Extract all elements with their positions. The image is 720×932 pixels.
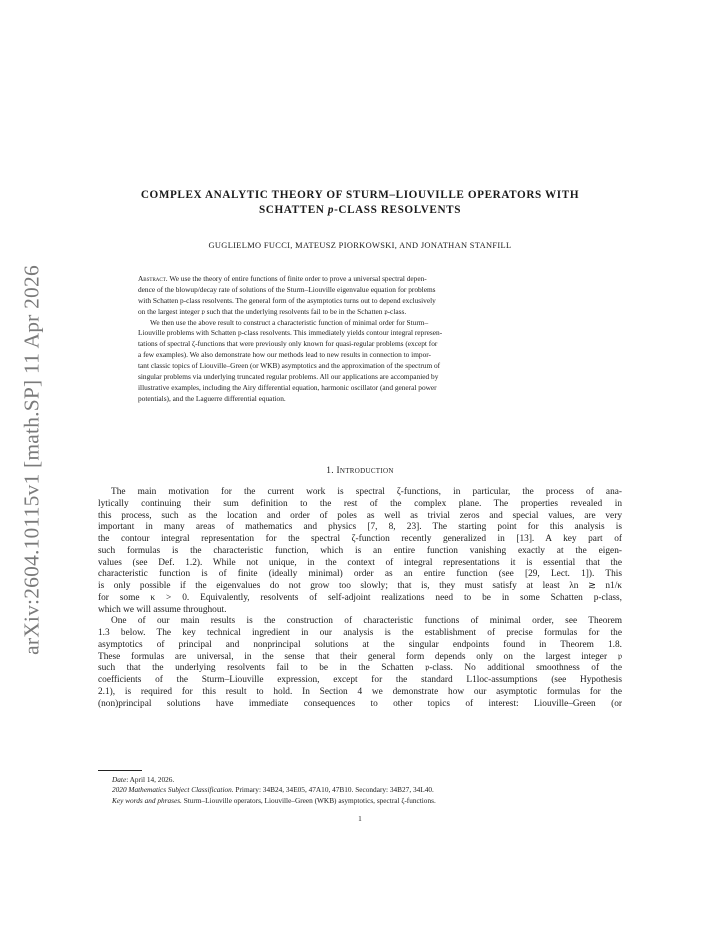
body-line: One of our main results is the construction of characteristic functions of minimal order, see Theorem <box>111 616 622 627</box>
arxiv-id-text: arXiv:2604.10115v1 [math.SP] 11 Apr 2026 <box>19 265 44 655</box>
abstract-line: dence of the blowup/decay rate of solutions of the Sturm–Liouville eigenvalue equation for problems <box>138 284 436 294</box>
footnotes <box>112 775 622 806</box>
body-line: asymptotics of principal and nonprincipal solutions at the singular endpoints found in Theorem 1.8. <box>98 639 622 650</box>
abstract-line: on the largest integer 𝔭 such that the underlying resolvents fail to be in the Schatten 𝔭-class. <box>138 306 407 316</box>
body-line: The main motivation for the current work is spectral ζ-functions, in particular, the process of ana- <box>111 487 622 497</box>
abstract-line: illustrative examples, including the Airy differential equation, harmonic oscillator (and general power <box>138 382 437 392</box>
abstract-line: Liouville problems with Schatten p-class resolvents. This immediately yields contour integral represen- <box>138 328 443 338</box>
body-line: the contour integral representation for the spectral ζ-function recently generalized in [13]. A key part of <box>98 534 622 544</box>
abstract-line: potentials), and the Laguerre differential equation. <box>138 393 286 403</box>
body-line: for some κ > 0. Equivalently, resolvents of self-adjoint realizations need to be in some Schatten p-class, <box>98 592 622 603</box>
body-text <box>98 487 622 710</box>
body-line: this process, such as the location and order of poles as well as trivial zeros and special values, are very <box>98 510 622 521</box>
title-line-2: SCHATTEN p-CLASS RESOLVENTS <box>258 204 462 216</box>
page-number: 1 <box>358 814 362 823</box>
title-line-1: COMPLEX ANALYTIC THEORY OF STURM–LIOUVILLE OPERATORS WITH <box>140 189 580 201</box>
body-line: These formulas are universal, in the sense that their general form depends only on the largest integer 𝔭 <box>98 651 622 662</box>
section-name: Introduction <box>336 466 394 476</box>
body-line: (non)principal solutions have immediate consequences to other topics of interest: Liouville–Green (or <box>98 698 622 709</box>
abstract-line: Abstract. We use the theory of entire functions of finite order to prove a universal spectral depen- <box>138 274 427 283</box>
footnote-msc: 2020 Mathematics Subject Classification. Primary: 34B24, 34E05, 47A10, 47B10. Secondary: 34B27, 34L40. <box>112 785 434 795</box>
body-line: which we will assume throughout. <box>98 604 227 615</box>
body-line: values (see Def. 1.2). While not unique, in the context of integral representations it is essential that the <box>98 557 622 568</box>
body-line: characteristic function is of finite (ideally minimal) order as an entire function (see [29, Lect. 1]). This <box>98 569 622 580</box>
body-line: important in many areas of mathematics and physics [7, 8, 23]. The starting point for this analysis is <box>98 522 622 533</box>
footnote-keywords: Key words and phrases. Sturm–Liouville operators, Liouville–Green (WKB) asymptotics, spectral ζ-functions. <box>112 795 436 805</box>
section-heading <box>90 466 630 476</box>
arxiv-identifier-stamp <box>12 250 52 670</box>
footnote-date: Date: April 14, 2026. <box>112 775 175 784</box>
body-line: coefficients of the Sturm–Liouville expression, except for the standard L1loc-assumptions (see Hypothesis <box>98 675 622 685</box>
footnote-divider <box>98 770 142 771</box>
body-line: 1.3 below. The key technical ingredient in our analysis is the establishment of precise formulas for the <box>98 628 622 638</box>
abstract-label: Abstract. <box>138 274 168 283</box>
body-line: such that the underlying resolvents fail to be in the Schatten 𝔭-class. No additional smoothness of the <box>98 663 622 674</box>
abstract <box>138 274 581 405</box>
abstract-line: with Schatten p-class resolvents. The general form of the asymptotics turns out to depend exclusively <box>138 295 436 305</box>
body-line: lytically continuing their sum definition to the rest of the complex plane. The properties revealed in <box>98 498 622 509</box>
abstract-line: a few examples). We also demonstrate how our methods lead to new results in connection to impor- <box>138 350 432 360</box>
author-list: GUGLIELMO FUCCI, MATEUSZ PIORKOWSKI, AND JONATHAN STANFILL <box>208 241 512 250</box>
abstract-line: tant classic topics of Liouville–Green (or WKB) asymptotics and the approximation of the spectrum of <box>138 361 441 371</box>
body-line: 2.1), is required for this result to hold. In Section 4 we demonstrate how our asymptotic formulas for the <box>98 686 622 697</box>
section-number: 1. <box>326 466 334 476</box>
abstract-line: singular problems via underlying truncated regular problems. All our applications are accompanied by <box>138 372 439 382</box>
paper-title <box>90 188 630 218</box>
abstract-line: We then use the above result to construct a characteristic function of minimal order for Sturm– <box>150 317 429 327</box>
body-line: is only possible if the eigenvalues do not grow too slowly; that is, they must satisfy at least λn ≳ n1/κ <box>98 581 622 591</box>
abstract-line: tations of spectral ζ-functions that were previously only known for quasi-regular problems (except for <box>138 339 438 349</box>
body-line: such formulas is the characteristic function, which is an entire function vanishing exactly at the eigen- <box>98 545 622 556</box>
